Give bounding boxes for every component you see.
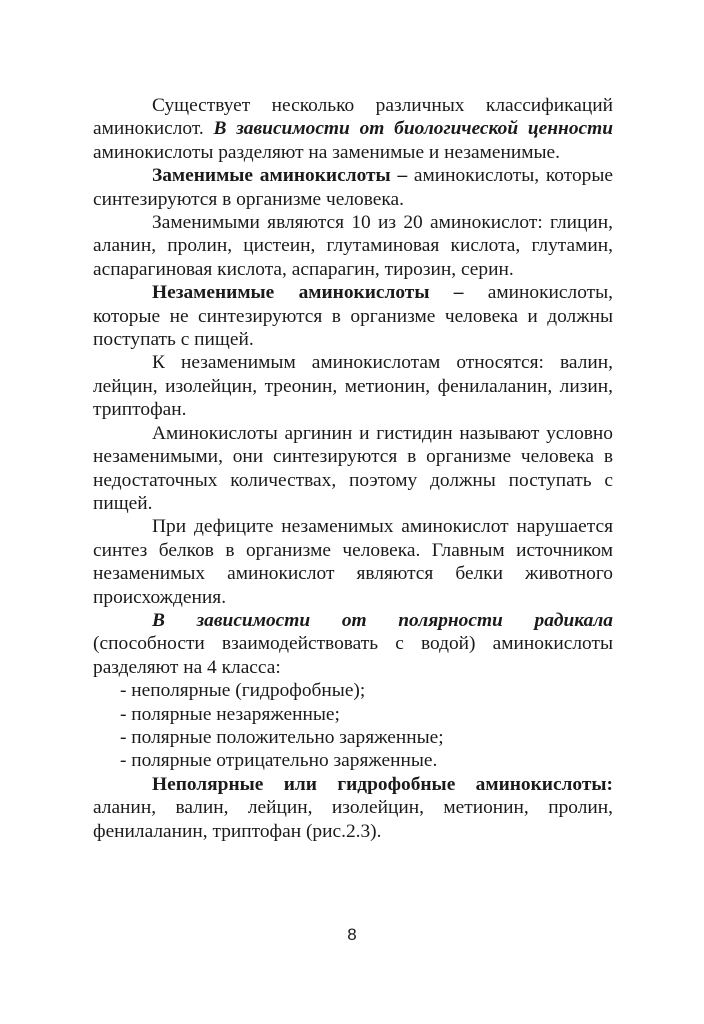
intro-text-continued: аминокислоты разделяют на заменимые и незаменимые. xyxy=(93,141,561,163)
list-item: - полярные положительно заряженные; xyxy=(120,726,444,748)
polarity-text: (способности взаимодействовать с водой) аминокислоты разделяют на 4 класса: xyxy=(93,633,613,678)
paragraph-replaceable-definition xyxy=(93,164,613,211)
page-number: 8 xyxy=(347,925,357,944)
paragraph-deficit: При дефиците незаменимых аминокислот нарушается синтез белков в организме человека. Главным источником незаменимых аминокислот являются белки животного происхождения. xyxy=(93,516,613,608)
paragraph-essential-definition xyxy=(93,281,613,351)
polarity-emphasis: В зависимости от полярности радикала xyxy=(152,609,613,631)
document-page xyxy=(93,94,613,843)
list-item: - неполярные (гидрофобные); xyxy=(120,680,366,702)
biological-value-emphasis: В зависимости от биологической ценности xyxy=(213,118,613,140)
intro-text: Существует несколько различных классификаций аминокислот. xyxy=(93,95,613,140)
paragraph-nonpolar xyxy=(93,773,613,843)
list-item: - полярные незаряженные; xyxy=(120,703,340,725)
nonpolar-term: Неполярные или гидрофобные аминокислоты: xyxy=(152,773,613,795)
essential-definition-text: аминокислоты, которые не синтезируются в организме человека и должны поступать с пищей. xyxy=(93,282,613,351)
paragraph-conditionally-essential: Аминокислоты аргинин и гистидин называют условно незаменимыми, они синтезируются в организме человека в недостаточных количествах, поэтому должны поступать с пищей. xyxy=(93,422,613,514)
list-item: - полярные отрицательно заряженные. xyxy=(120,750,438,772)
paragraph-classification-intro xyxy=(93,94,613,164)
replaceable-definition-text: аминокислоты, которые синтезируются в организме человека. xyxy=(93,165,613,210)
paragraph-replaceable-list: Заменимыми являются 10 из 20 аминокислот: глицин, аланин, пролин, цистеин, глутаминовая кислота, глутамин, аспарагиновая кислота, аспарагин, тирозин, серин. xyxy=(93,212,613,280)
essential-term: Незаменимые аминокислоты – xyxy=(152,282,464,304)
paragraph-polarity-classification xyxy=(93,609,613,679)
nonpolar-list-text: аланин, валин, лейцин, изолейцин, метионин, пролин, фенилаланин, триптофан (рис.2.3). xyxy=(93,797,613,842)
replaceable-term: Заменимые аминокислоты – xyxy=(152,165,408,187)
paragraph-essential-list: К незаменимым аминокислотам относятся: валин, лейцин, изолейцин, треонин, метионин, фенилаланин, лизин, триптофан. xyxy=(93,352,613,421)
